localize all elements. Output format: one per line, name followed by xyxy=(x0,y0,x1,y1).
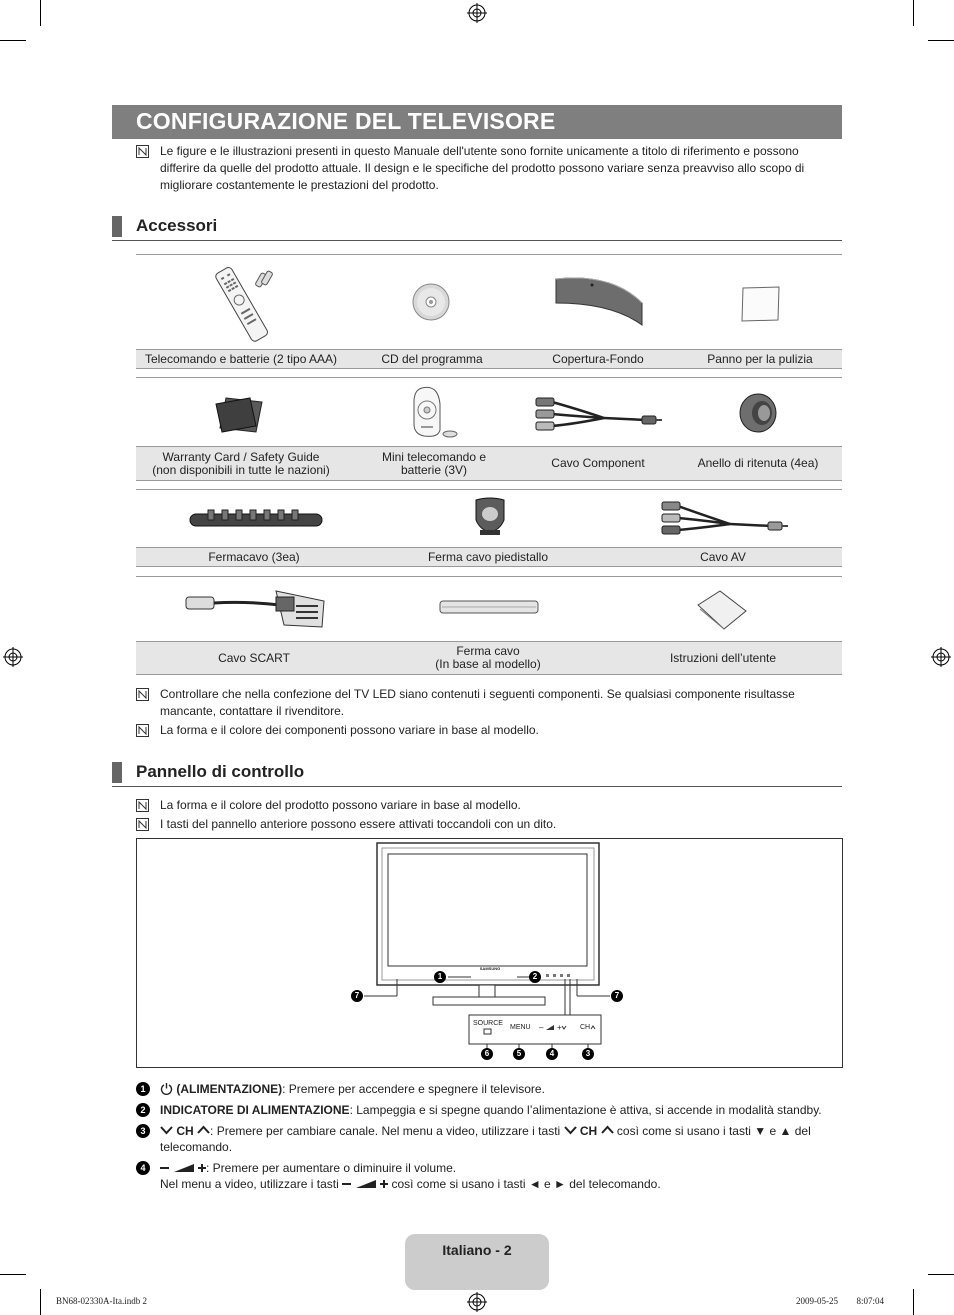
mini-remote-image xyxy=(406,384,462,440)
accessory-row-4 xyxy=(136,576,842,675)
caption-cloth: Panno per la pulizia xyxy=(707,351,813,366)
page-number-tab xyxy=(405,1234,549,1290)
caption-warranty-line1: Warranty Card / Safety Guide xyxy=(162,449,320,464)
callout-7-right: 7 xyxy=(611,990,623,1002)
crop-mark xyxy=(913,0,914,26)
note-icon xyxy=(136,145,149,158)
legend-item-2 xyxy=(136,1102,842,1120)
section-title: Accessori xyxy=(136,216,218,235)
accessory-note-text: Controllare che nella confezione del TV LED siano contenuti i seguenti componenti. Se qualsiasi componente risultasse mancante, contattare il rivenditore. xyxy=(160,687,795,718)
chevron-up-icon xyxy=(197,1125,210,1135)
panel-note-1 xyxy=(136,797,842,814)
caption-av-cable: Cavo AV xyxy=(700,549,746,564)
legend-number: 4 xyxy=(136,1161,150,1175)
caption-warranty-line2: (non disponibili in tutte le nazioni) xyxy=(152,462,330,477)
section-marker xyxy=(112,216,122,237)
note-icon xyxy=(136,799,149,812)
component-cable-image xyxy=(534,388,664,436)
crop-mark xyxy=(40,0,41,26)
tv-illustration xyxy=(137,839,842,1067)
panel-label-ch: CH xyxy=(580,1024,591,1031)
caption-ring: Anello di ritenuta (4ea) xyxy=(697,456,819,470)
page-title: CONFIGURAZIONE DEL TELEVISORE xyxy=(136,108,556,134)
caption-cd: CD del programma xyxy=(381,351,483,366)
slug-left: BN68-02330A-Ita.indb 2 xyxy=(56,1296,147,1306)
caption-clip-line2: (In base al modello) xyxy=(435,657,541,671)
crop-mark xyxy=(928,1274,954,1275)
volume-icon xyxy=(342,1179,388,1189)
stand-cable-holder-image xyxy=(470,496,510,538)
caption-bar xyxy=(136,641,842,675)
legend-text: così come si usano i tasti ◄ e ► del telecomando. xyxy=(391,1177,661,1191)
caption-mini-remote xyxy=(346,447,522,480)
scart-cable-image xyxy=(184,585,330,631)
caption-bar xyxy=(136,349,842,369)
legend-number: 1 xyxy=(136,1082,150,1096)
callout-2: 2 xyxy=(529,971,541,983)
registration-mark-icon xyxy=(467,1292,487,1312)
caption-mini-remote-line1: Mini telecomando e xyxy=(381,449,487,464)
legend-text: : Premere per accendere e spegnere il televisore. xyxy=(282,1082,545,1096)
accessory-row-2 xyxy=(136,377,842,481)
av-cable-image xyxy=(660,498,790,538)
user-manual-image xyxy=(696,589,748,631)
panel-label-vol-plus: + xyxy=(557,1023,562,1032)
cable-clip-image xyxy=(438,597,542,617)
legend-number: 3 xyxy=(136,1124,150,1138)
chevron-up-icon xyxy=(601,1125,614,1135)
cable-holder-image xyxy=(188,506,324,532)
callout-4: 4 xyxy=(546,1048,558,1060)
callout-7-left: 7 xyxy=(351,990,363,1002)
crop-mark xyxy=(40,1289,41,1315)
note-icon xyxy=(136,688,149,701)
accessory-note-1 xyxy=(136,686,842,720)
panel-label-source: SOURCE xyxy=(473,1020,503,1027)
retaining-ring-image xyxy=(736,392,780,434)
note-icon xyxy=(136,724,149,737)
panel-label-menu: MENU xyxy=(510,1024,531,1031)
accessory-row-3 xyxy=(136,489,842,568)
caption-mini-remote-line2: batterie (3V) xyxy=(400,462,468,477)
crop-mark xyxy=(0,40,26,41)
legend-bold: (ALIMENTAZIONE) xyxy=(176,1082,283,1096)
caption-warranty xyxy=(136,447,346,480)
cd-image xyxy=(412,283,450,321)
section-accessori xyxy=(112,214,842,241)
legend-item-1 xyxy=(136,1081,842,1099)
legend-text: : Premere per aumentare o diminuire il volume. xyxy=(206,1161,457,1175)
panel-note-2 xyxy=(136,816,842,833)
page-number: Italiano - 2 xyxy=(442,1242,512,1258)
page-title-bar xyxy=(112,105,842,139)
callout-3: 3 xyxy=(582,1048,594,1060)
callout-5: 5 xyxy=(513,1048,525,1060)
section-marker xyxy=(112,762,122,783)
caption-cover: Copertura-Fondo xyxy=(552,351,644,366)
caption-bar xyxy=(136,547,842,567)
registration-mark-icon xyxy=(931,647,951,667)
caption-manual: Istruzioni dell’utente xyxy=(669,650,777,665)
caption-stand-holder: Ferma cavo piedistallo xyxy=(427,549,549,564)
chevron-down-icon xyxy=(160,1125,173,1135)
accessory-note-text: La forma e il colore dei componenti possono variare in base al modello. xyxy=(160,723,539,737)
legend-bold: INDICATORE DI ALIMENTAZIONE xyxy=(160,1103,350,1117)
volume-icon xyxy=(160,1163,206,1173)
caption-cable-holder: Fermacavo (3ea) xyxy=(208,549,300,564)
legend-bold: CH xyxy=(176,1124,194,1138)
crop-mark xyxy=(913,1289,914,1315)
intro-note xyxy=(136,143,842,195)
legend-item-3 xyxy=(136,1123,842,1157)
legend-text: : Premere per cambiare canale. Nel menu a video, utilizzare i tasti xyxy=(210,1124,561,1138)
caption-bar xyxy=(136,446,842,481)
accessory-note-2 xyxy=(136,722,842,739)
callout-1: 1 xyxy=(434,971,446,983)
caption-scart: Cavo SCART xyxy=(218,650,290,665)
note-icon xyxy=(136,818,149,831)
legend-text: così come si usano i tasti ▼ e ▲ del telecomando. xyxy=(160,1124,811,1154)
legend-number: 2 xyxy=(136,1103,150,1117)
panel-note-text: La forma e il colore del prodotto possono variare in base al modello. xyxy=(160,798,521,812)
panel-label-vol-minus: – xyxy=(539,1023,544,1032)
caption-remote: Telecomando e batterie (2 tipo AAA) xyxy=(144,351,338,366)
tv-brand-logo: SAMSUNG xyxy=(479,966,501,971)
remote-control-image xyxy=(202,263,282,343)
registration-mark-icon xyxy=(3,647,23,667)
legend-text: : Lampeggia e si spegne quando l’alimentazione è attiva, si accende in modalità standby. xyxy=(349,1103,822,1117)
cleaning-cloth-image xyxy=(740,285,782,323)
caption-clip xyxy=(372,642,604,674)
crop-mark xyxy=(0,1274,26,1275)
legend-item-4 xyxy=(136,1160,842,1198)
legend-text: Nel menu a video, utilizzare i tasti xyxy=(160,1177,339,1191)
slug-right: 2009-05-25 ￿￿ 8:07:04 xyxy=(796,1296,884,1306)
section-title: Pannello di controllo xyxy=(136,762,305,781)
legend-bold: CH xyxy=(579,1124,598,1138)
crop-mark xyxy=(928,40,954,41)
control-panel-diagram xyxy=(136,838,843,1068)
accessory-row-1 xyxy=(136,254,842,369)
intro-note-text: Le figure e le illustrazioni presenti in questo Manuale dell'utente sono fornite unicamente a titolo di riferimento e possono differire da quelle del prodotto attuale. Il design e le specifiche del prodotto possono variare senza preavviso allo scopo di migliorare costantemente le prestazioni del prodotto. xyxy=(160,144,805,192)
panel-note-text: I tasti del pannello anteriore possono essere attivati toccandoli con un dito. xyxy=(160,817,557,831)
chevron-down-icon xyxy=(564,1125,577,1135)
cover-bottom-image xyxy=(552,273,648,329)
power-icon xyxy=(160,1082,173,1095)
registration-mark-icon xyxy=(467,3,487,23)
caption-component: Cavo Component xyxy=(551,456,645,470)
caption-clip-line1: Ferma cavo xyxy=(456,644,520,658)
section-pannello xyxy=(112,760,842,787)
callout-6: 6 xyxy=(481,1048,493,1060)
warranty-card-image xyxy=(212,392,264,436)
